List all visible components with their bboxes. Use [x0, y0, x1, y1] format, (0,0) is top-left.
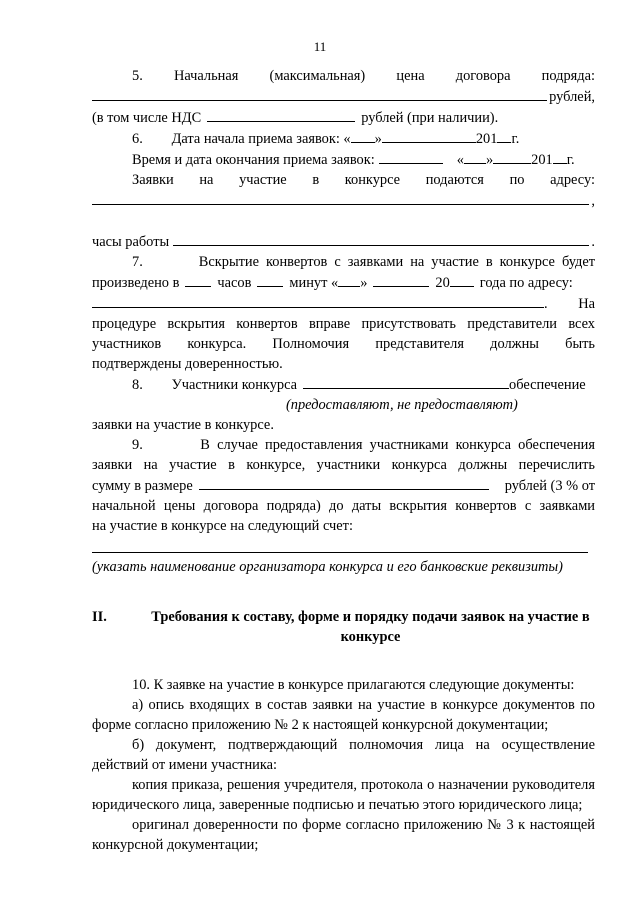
item-5-line3	[92, 107, 595, 128]
item-5-word: подряда:	[541, 68, 595, 84]
item-7-line3	[92, 293, 595, 314]
end-time-field[interactable]	[379, 149, 443, 164]
rub-label: рублей,	[549, 89, 595, 105]
item-10-c: копия приказа, решения учредителя, протокола о назначении руководителя юридического лица, заверенные подписью и печатью этого юридического лица;	[92, 777, 595, 813]
vat-label: (в том числе НДС	[92, 110, 202, 126]
comma: ,	[591, 193, 595, 209]
word: по	[509, 172, 525, 188]
item-7-line1: 7. Вскрытие конвертов с заявками на участие в конкурсе будет	[132, 254, 595, 270]
item-6-address	[92, 170, 595, 190]
word: Заявки	[132, 172, 174, 188]
item-6-hours	[92, 231, 595, 252]
item-9-line3	[92, 475, 595, 496]
start-day-field[interactable]	[351, 128, 375, 143]
section-title: Требования к составу, форме и порядку подачи заявок на участие в конкурсе	[151, 609, 590, 645]
text: рублей (3 % от	[504, 478, 595, 494]
year-suffix: г.	[511, 131, 520, 147]
year-suffix: г.	[566, 152, 575, 168]
open-month-field[interactable]	[373, 272, 429, 287]
dot: .	[544, 296, 548, 312]
item-10-b: б) документ, подтверждающий полномочия лица на осуществление действий от имени участника:	[92, 737, 595, 773]
security-option-field[interactable]	[303, 374, 509, 389]
end-label: Время и дата окончания приема заявок:	[132, 152, 375, 168]
text: произведено в	[92, 275, 180, 291]
item-5-line2	[92, 86, 595, 107]
item-6-start	[92, 128, 595, 149]
item-10-a: а) опись входящих в состав заявки на участие в конкурсе документов по форме согласно приложению № 2 к настоящей конкурсной документации;	[92, 697, 595, 733]
section-number: II.	[92, 609, 107, 625]
item-9-line5: на участие в конкурсе на следующий счет:	[92, 518, 353, 534]
item-8-line1	[92, 374, 595, 395]
text: 20	[435, 275, 450, 291]
item-9-line2: заявки на участие в конкурсе, участники конкурса должны перечислить	[92, 457, 595, 473]
hours-label: часы работы	[92, 234, 170, 250]
text: обеспечение	[509, 377, 586, 393]
word: участие	[239, 172, 287, 188]
vat-tail: рублей (при наличии).	[361, 110, 499, 126]
item-10-d: оригинал доверенности по форме согласно приложению № 3 к настоящей конкурсной документации;	[92, 817, 595, 853]
word: подаются	[425, 172, 484, 188]
item-5-word: договора	[455, 68, 511, 84]
item-8-tail: заявки на участие в конкурсе.	[92, 417, 274, 433]
item-7-line4: процедуре вскрытия конвертов вправе присутствовать представители всех	[92, 316, 595, 332]
blank-line	[92, 211, 595, 231]
price-field[interactable]	[92, 86, 547, 101]
start-year-field[interactable]	[497, 128, 511, 143]
item-7-line5: участников конкурса. Полномочия представителя должны быть	[92, 336, 595, 352]
page-number: 11	[313, 39, 327, 54]
start-label: 6. Дата начала приема заявок: «	[132, 131, 351, 147]
item-9-hint: (указать наименование организатора конкурса и его банковские реквизиты)	[92, 559, 563, 575]
vat-field[interactable]	[207, 107, 355, 122]
word: адресу:	[550, 172, 595, 188]
text: На	[578, 296, 595, 312]
item-5-word: цена	[396, 68, 425, 84]
item-5-line1	[92, 66, 595, 86]
word: на	[199, 172, 214, 188]
end-month-field[interactable]	[493, 149, 531, 164]
year-prefix: 201	[475, 131, 498, 147]
item-8-hint: (предоставляют, не предоставляют)	[286, 397, 518, 413]
hours-value-field[interactable]	[185, 272, 211, 287]
minutes-value-field[interactable]	[257, 272, 283, 287]
item-9-line4: начальной цены договора подряда) до даты вскрытия конвертов с заявками	[92, 498, 595, 514]
text: года по адресу:	[479, 275, 573, 291]
text: »	[360, 275, 368, 291]
text: 8. Участники конкурса	[132, 377, 298, 393]
quote: »	[485, 152, 494, 168]
item-7-line6: подтверждены доверенностью.	[92, 356, 283, 372]
word: конкурсе	[344, 172, 401, 188]
item-9-line1: 9. В случае предоставления участниками конкурса обеспечения	[132, 437, 595, 453]
item-10-intro: 10. К заявке на участие в конкурсе прилагаются следующие документы:	[132, 677, 575, 693]
item-6-end	[92, 149, 595, 170]
item-6-address-line	[92, 190, 595, 211]
security-amount-field[interactable]	[199, 475, 489, 490]
hours-field[interactable]	[173, 231, 589, 246]
address-field[interactable]	[92, 190, 589, 205]
text: часов	[217, 275, 252, 291]
text: сумму в размере	[92, 478, 193, 494]
quote: »	[374, 131, 382, 147]
open-year-field[interactable]	[450, 272, 474, 287]
item-5-word: 5.	[132, 68, 143, 84]
year-prefix: 201	[531, 152, 553, 168]
start-month-field[interactable]	[382, 128, 476, 143]
text: минут «	[289, 275, 339, 291]
open-day-field[interactable]	[338, 272, 360, 287]
end-day-field[interactable]	[464, 149, 486, 164]
dot: .	[591, 234, 595, 250]
item-5-word: Начальная	[173, 68, 239, 84]
item-7-line2	[92, 272, 595, 293]
document-body	[92, 66, 595, 855]
quote: «	[456, 152, 464, 168]
word: в	[312, 172, 320, 188]
section-2-heading	[92, 607, 595, 647]
item-5-word: (максимальная)	[269, 68, 366, 84]
account-field[interactable]	[92, 538, 588, 553]
end-year-field[interactable]	[553, 149, 567, 164]
open-address-field[interactable]	[92, 293, 544, 308]
